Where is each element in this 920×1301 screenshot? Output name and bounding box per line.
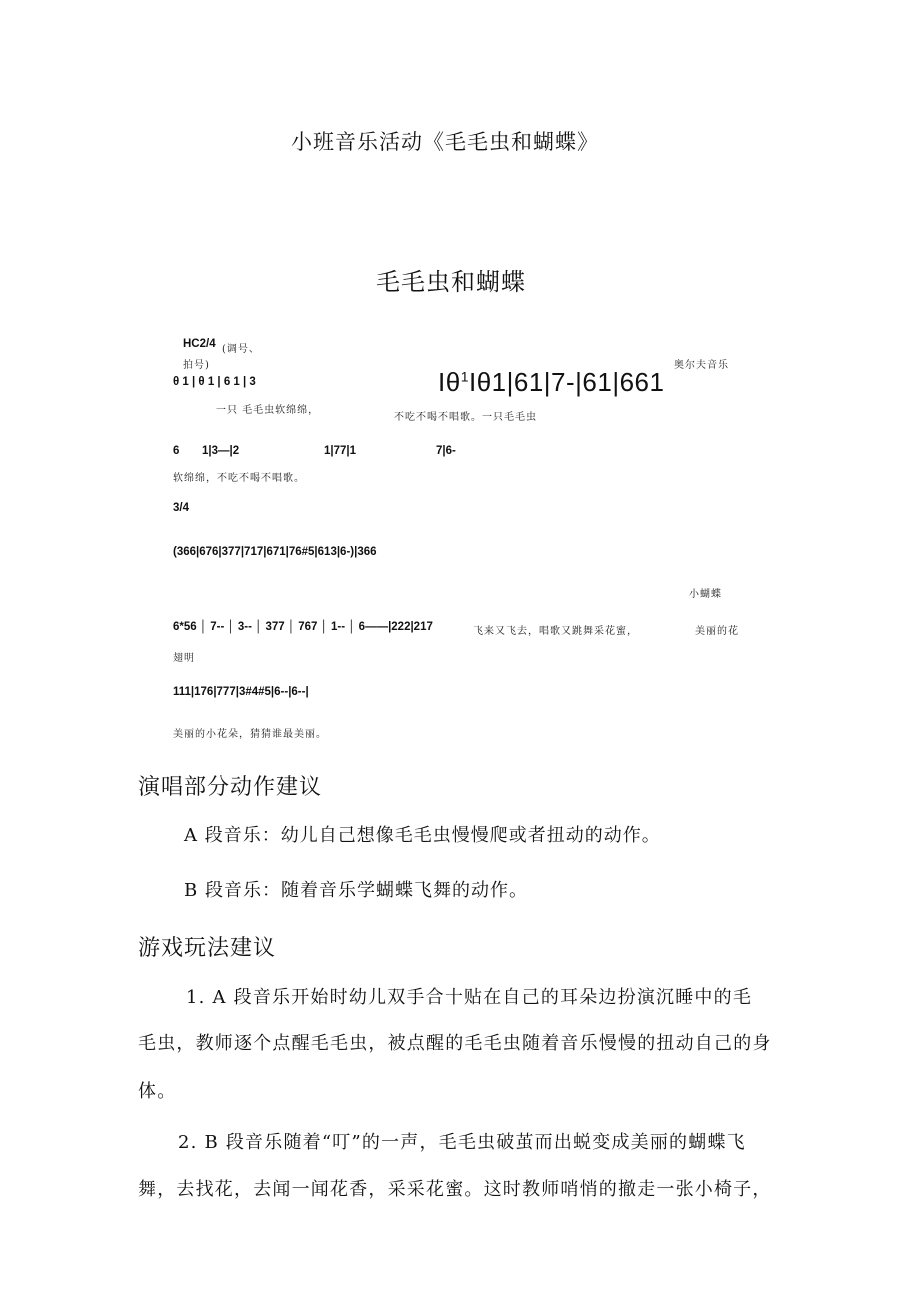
lyric-line-1: 一只 毛毛虫软绵绵， (216, 405, 320, 416)
score-line-4: 6*56 │ 7-- │ 3-- │ 377 │ 767 │ 1-- │ 6——|222|217 (173, 621, 433, 633)
lyric-line-4: 飞来又飞去，唱歌又跳舞采花蜜， (473, 626, 638, 637)
score-line-1-large: $I\theta^1I\theta 1|61|7-|61|661$ (438, 367, 665, 397)
section-heading: 游戏玩法建议 (138, 936, 277, 961)
score-line-2b: 1|3—|2 (202, 445, 240, 457)
score-line-3: (366|676|377|717|671|76#5|613|6-)|366 (173, 546, 377, 558)
score-line-2a: 6 (173, 445, 180, 457)
lyric-line-1b: 不吃不喝不唱歌。一只毛毛虫 (394, 412, 537, 423)
rule-2-line-1: 2. B 段音乐随着“叮”的一声，毛毛虫破茧而出蜕变成美丽的蝴蝶飞 (178, 1132, 746, 1153)
composer: 奥尔夫音乐 (674, 360, 729, 371)
section-heading: 演唱部分动作建议 (138, 775, 323, 800)
score-line-2c: 1|77|1 (324, 445, 357, 457)
lyric-line-3: 小蝴蝶 (689, 589, 722, 600)
rule-2-line-2: 舞，去找花，去闻一闻花香，采采花蜜。这时教师哨悄的撤走一张小椅子， (138, 1179, 772, 1200)
lyric-line-2: 软绵绵，不吃不喝不唱歌。 (173, 473, 305, 484)
action-item-b: B 段音乐：随着音乐学蝴蝶飞舞的动作。 (184, 880, 528, 901)
lyric-line-5: 美丽的小花朵，猜猜谁最美丽。 (173, 729, 327, 740)
key-signature-note-2: 拍号) (183, 360, 210, 371)
action-item-a: A 段音乐：幼儿自己想像毛毛虫慢慢爬或者扭动的动作。 (184, 825, 661, 846)
lyric-line-4b: 美丽的花 (695, 626, 739, 637)
key-signature: HC2/4 (183, 338, 216, 350)
rule-1-line-1: 1. A 段音乐开始时幼儿双手合十贴在自己的耳朵边扮演沉睡中的毛 (186, 987, 753, 1008)
document-title: 小班音乐活动《毛毛虫和蝴蝶》 (291, 130, 599, 154)
score-line-1: θ 1 | θ 1 | 6 1 | 3 (173, 376, 256, 388)
lyric-line-4c: 翅明 (173, 653, 195, 664)
key-signature-note: (调号、 (222, 344, 260, 355)
time-signature: 3/4 (173, 502, 189, 514)
rule-1-line-2: 毛虫，教师逐个点醒毛毛虫，被点醒的毛毛虫随着音乐慢慢的扭动自己的身 (138, 1033, 772, 1054)
score-line-2d: 7|6- (436, 445, 456, 457)
song-title: 毛毛虫和蝴蝶 (376, 268, 526, 296)
score-line-5: 111|176|777|3#4#5|6--|6--| (173, 686, 309, 698)
rule-1-line-3: 体。 (138, 1081, 177, 1102)
